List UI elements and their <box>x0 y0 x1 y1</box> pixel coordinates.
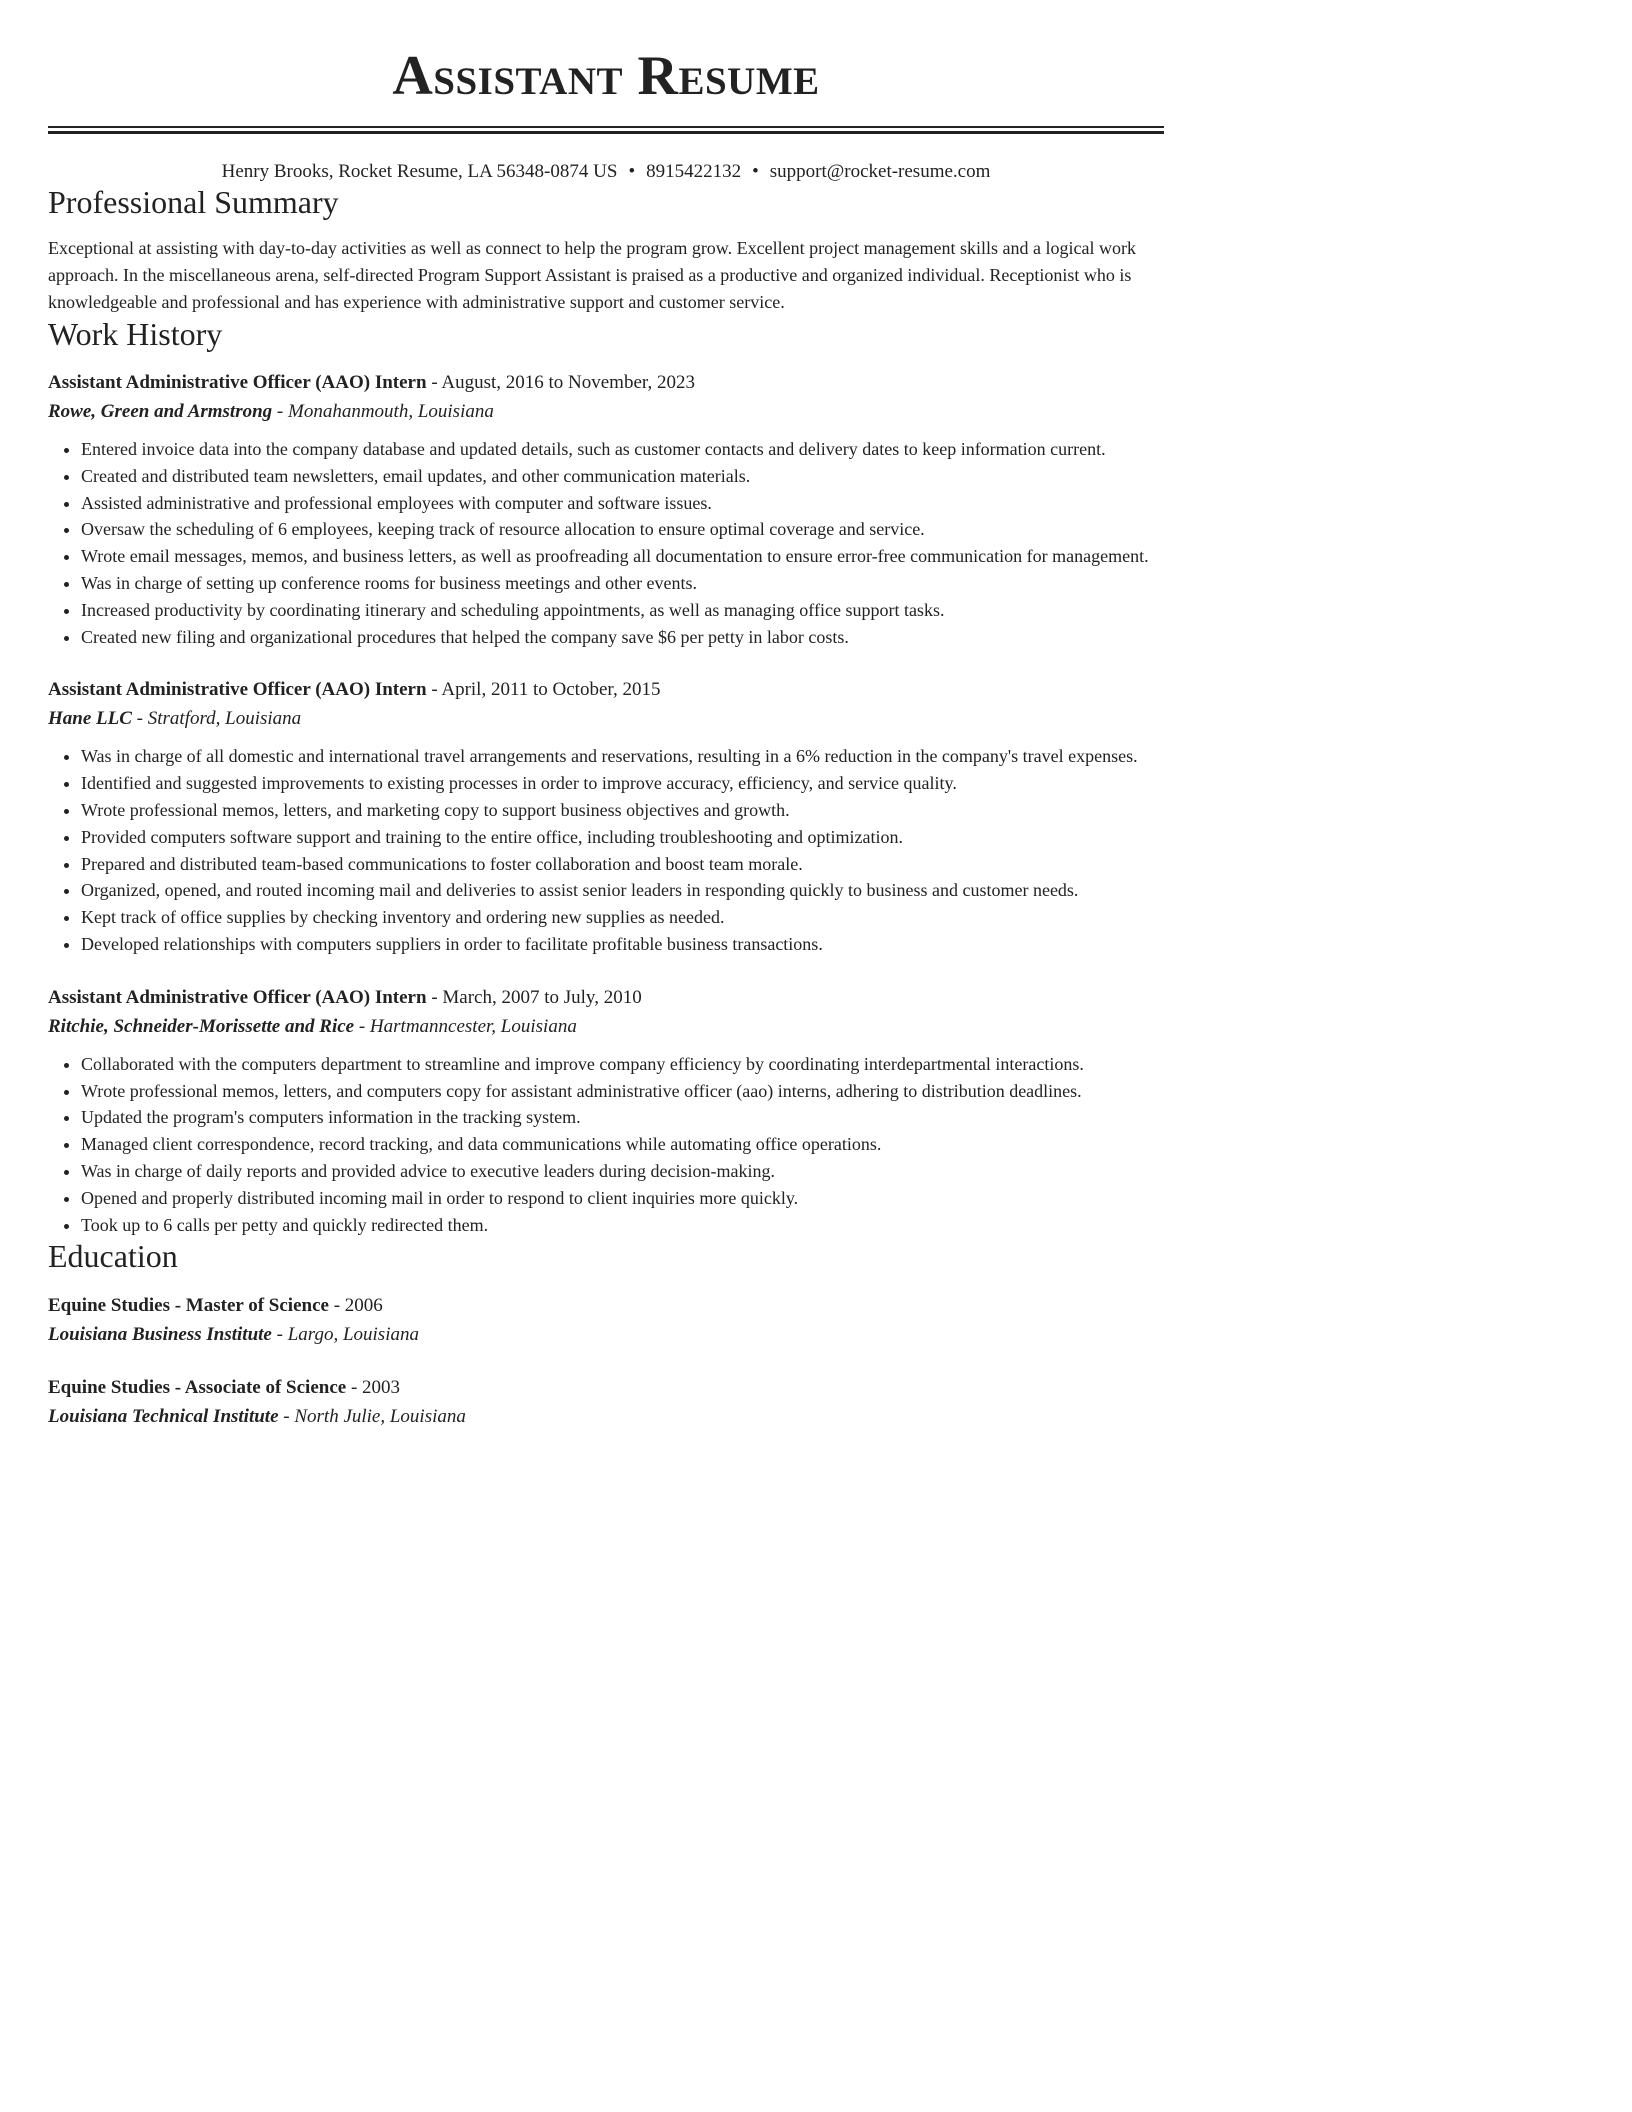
summary-heading: Professional Summary <box>48 184 339 220</box>
contact-separator: • <box>752 161 759 182</box>
job-title: Assistant Administrative Officer (AAO) Intern <box>48 986 427 1008</box>
contact-line <box>48 160 1164 184</box>
education-location: - Largo, Louisiana <box>271 1324 419 1346</box>
contact-email: support@rocket-resume.com <box>769 161 991 182</box>
education-entry <box>48 1291 1164 1350</box>
contact-address: Henry Brooks, Rocket Resume, LA 56348-0874 US <box>221 161 618 182</box>
job-location: - Hartmanncester, Louisiana <box>354 1015 577 1037</box>
job-entry <box>48 983 1164 1239</box>
job-entry <box>48 368 1164 650</box>
job-bullet: • Was in charge of daily reports and provided advice to executive leaders during decision-making. <box>81 1158 1164 1185</box>
work-history-heading: Work History <box>48 316 223 352</box>
job-bullet: • Managed client correspondence, record tracking, and data communications while automating office operations. <box>81 1131 1164 1158</box>
education-school: Louisiana Technical Institute <box>48 1406 279 1428</box>
job-company-line <box>48 704 1164 734</box>
job-title-line <box>48 368 1164 397</box>
job-bullet: • Kept track of office supplies by checking inventory and ordering new supplies as needed. <box>81 904 1164 931</box>
job-company-line <box>48 1012 1164 1042</box>
job-bullet: • Took up to 6 calls per petty and quickly redirected them. <box>81 1212 1164 1239</box>
job-bullet: • Created new filing and organizational procedures that helped the company save $6 per petty in labor costs. <box>81 624 1164 651</box>
contact-phone: 8915422132 <box>646 161 742 182</box>
education-degree: Equine Studies - Master of Science <box>48 1295 329 1317</box>
job-title: Assistant Administrative Officer (AAO) Intern <box>48 372 427 393</box>
job-title-line <box>48 983 1164 1012</box>
job-bullet: • Collaborated with the computers department to streamline and improve company efficiency by coordinating interdepartmental interactions. <box>81 1051 1164 1078</box>
job-bullet: • Developed relationships with computers suppliers in order to facilitate profitable business transactions. <box>81 931 1164 958</box>
job-title-line <box>48 675 1164 704</box>
job-location: - Stratford, Louisiana <box>131 708 302 730</box>
job-dates: - August, 2016 to November, 2023 <box>426 372 695 393</box>
job-bullets <box>48 743 1164 957</box>
education-year: - 2006 <box>328 1295 383 1317</box>
education-degree-line <box>48 1373 1164 1402</box>
job-bullet: • Was in charge of all domestic and international travel arrangements and reservations, resulting in a 6% reduction in the company's travel expenses. <box>81 743 1164 770</box>
contact-separator: • <box>628 161 636 182</box>
education-location: - North Julie, Louisiana <box>278 1406 466 1428</box>
education-school-line <box>48 1320 1164 1350</box>
resume-title: Assistant Resume <box>392 45 820 107</box>
job-bullet: • Wrote professional memos, letters, and marketing copy to support business objectives and growth. <box>81 797 1164 824</box>
job-company-line <box>48 397 1164 427</box>
job-bullets <box>48 1051 1164 1239</box>
divider-thick-line <box>48 131 1164 134</box>
job-bullet: • Identified and suggested improvements to existing processes in order to improve accuracy, efficiency, and service quality. <box>81 770 1164 797</box>
job-bullet: • Entered invoice data into the company database and updated details, such as customer contacts and delivery dates to keep information current. <box>81 436 1164 463</box>
education-heading: Education <box>48 1238 178 1275</box>
education-year: - 2003 <box>346 1377 401 1399</box>
job-bullets <box>48 436 1164 650</box>
job-bullet: • Provided computers software support and training to the entire office, including troubleshooting and optimization. <box>81 824 1164 851</box>
job-bullet: • Updated the program's computers information in the tracking system. <box>81 1104 1164 1131</box>
summary-text: Exceptional at assisting with day-to-day activities as well as connect to help the program grow. Excellent project management skills and a logical work approach. In the miscellaneous arena, self-directed Program Support Assistant is praised as a productive and organized individual. Receptionist who is knowledgeable and professional and has experience with administrative support and customer service. <box>48 238 1137 312</box>
job-title: Assistant Administrative Officer (AAO) Intern <box>48 679 427 701</box>
education-entry <box>48 1373 1164 1432</box>
job-company: Ritchie, Schneider-Morissette and Rice <box>48 1015 355 1037</box>
education-degree: Equine Studies - Associate of Science <box>48 1377 347 1399</box>
job-bullet: • Oversaw the scheduling of 6 employees, keeping track of resource allocation to ensure optimal coverage and service. <box>81 516 1164 543</box>
job-dates: - April, 2011 to October, 2015 <box>426 679 661 701</box>
education-school: Louisiana Business Institute <box>48 1324 272 1346</box>
education-degree-line <box>48 1291 1164 1320</box>
job-bullet: • Wrote professional memos, letters, and computers copy for assistant administrative officer (aao) interns, adhering to distribution deadlines. <box>81 1078 1164 1105</box>
divider-thin-line <box>48 126 1164 128</box>
job-entry <box>48 675 1164 957</box>
job-bullet: • Assisted administrative and professional employees with computer and software issues. <box>81 490 1164 517</box>
job-bullet: • Created and distributed team newsletters, email updates, and other communication materials. <box>81 463 1164 490</box>
job-bullet: • Opened and properly distributed incoming mail in order to respond to client inquiries more quickly. <box>81 1185 1164 1212</box>
job-dates: - March, 2007 to July, 2010 <box>426 986 642 1008</box>
job-company: Rowe, Green and Armstrong <box>48 401 273 422</box>
education-school-line <box>48 1402 1164 1432</box>
job-bullet: • Organized, opened, and routed incoming mail and deliveries to assist senior leaders in responding quickly to business and customer needs. <box>81 877 1164 904</box>
job-bullet: • Wrote email messages, memos, and business letters, as well as proofreading all documentation to ensure error-free communication for management. <box>81 543 1164 570</box>
job-bullet: • Was in charge of setting up conference rooms for business meetings and other events. <box>81 570 1164 597</box>
job-bullet: • Increased productivity by coordinating itinerary and scheduling appointments, as well as managing office support tasks. <box>81 597 1164 624</box>
job-location: - Monahanmouth, Louisiana <box>272 401 494 422</box>
job-bullet: • Prepared and distributed team-based communications to foster collaboration and boost team morale. <box>81 851 1164 878</box>
job-company: Hane LLC <box>48 708 132 730</box>
title-divider <box>48 126 1164 134</box>
